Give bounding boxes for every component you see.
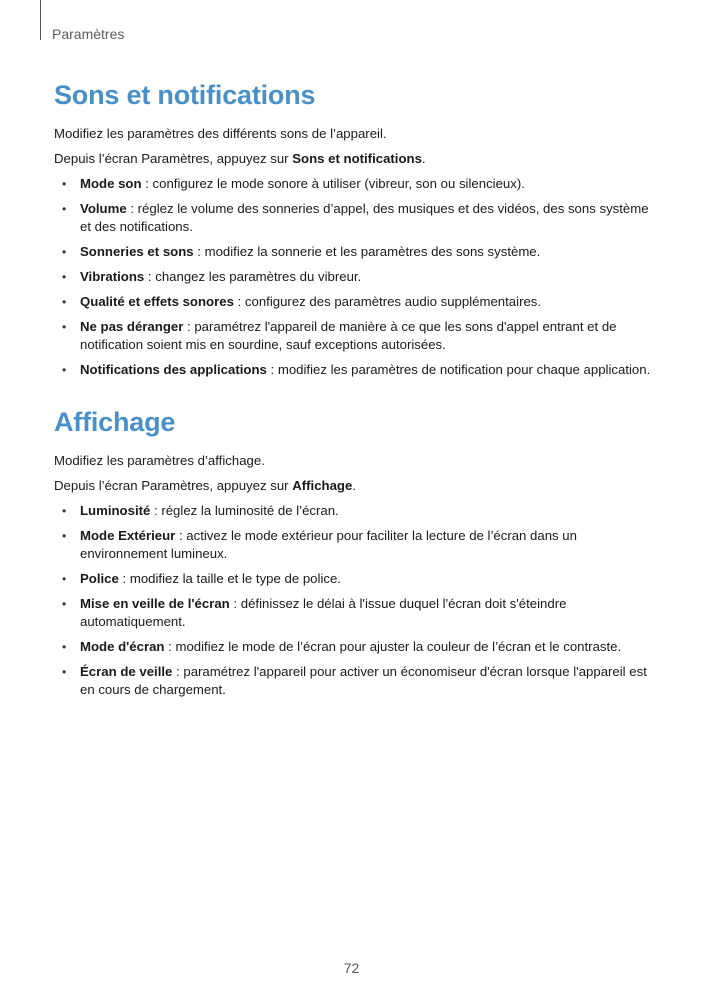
list-item: • Notifications des applications : modifiez les paramètres de notification pour chaque application. — [62, 362, 651, 377]
bullet-icon: • — [62, 640, 67, 654]
section-title: Sons et notifications — [54, 80, 316, 110]
bullet-icon: • — [62, 504, 67, 518]
section-sons-notifications — [54, 80, 654, 379]
list-item: • Mode son : configurez le mode sonore à utiliser (vibreur, son ou silencieux). — [62, 176, 525, 191]
list-item: • Mise en veille de l'écran : définissez le délai à l'issue duquel l'écran doit s'éteindre automatiquement. — [62, 596, 567, 629]
section-intro: Modifiez les paramètres des différents sons de l’appareil. — [54, 126, 387, 141]
header-title: Paramètres — [52, 26, 125, 42]
list-item: • Ne pas déranger : paramétrez l'appareil de manière à ce que les sons d'appel entrant et de notification soient mis en sourdine, sauf exceptions autorisées. — [62, 319, 617, 352]
section-path: Depuis l’écran Paramètres, appuyez sur Affichage. — [54, 478, 356, 493]
section-path: Depuis l’écran Paramètres, appuyez sur Sons et notifications. — [54, 151, 426, 166]
list-item: • Qualité et effets sonores : configurez des paramètres audio supplémentaires. — [62, 294, 542, 309]
page-content — [54, 80, 654, 706]
list-item: • Vibrations : changez les paramètres du vibreur. — [62, 269, 362, 284]
list-item: • Sonneries et sons : modifiez la sonnerie et les paramètres des sons système. — [62, 244, 541, 259]
bullet-icon: • — [62, 295, 67, 309]
bullet-icon: • — [62, 177, 67, 191]
bullet-icon: • — [62, 245, 67, 259]
bullet-icon: • — [62, 363, 67, 377]
bullet-icon: • — [62, 572, 67, 586]
bullet-icon: • — [62, 202, 67, 216]
list-item: • Police : modifiez la taille et le type de police. — [62, 571, 341, 586]
section-affichage — [54, 407, 654, 699]
bullet-icon: • — [62, 665, 67, 679]
list-item: • Volume : réglez le volume des sonneries d’appel, des musiques et des vidéos, des sons système et des notifications. — [62, 201, 649, 234]
bullet-icon: • — [62, 597, 67, 611]
settings-list — [54, 175, 654, 379]
bullet-icon: • — [62, 320, 67, 334]
settings-list — [54, 502, 654, 699]
list-item: • Écran de veille : paramétrez l'appareil pour activer un économiseur d'écran lorsque l'appareil est en cours de chargement. — [62, 664, 647, 697]
list-item: • Luminosité : réglez la luminosité de l’écran. — [62, 503, 339, 518]
bullet-icon: • — [62, 529, 67, 543]
list-item: • Mode Extérieur : activez le mode extérieur pour faciliter la lecture de l’écran dans un environnement lumineux. — [62, 528, 577, 561]
bullet-icon: • — [62, 270, 67, 284]
header-rule — [40, 0, 41, 40]
section-title: Affichage — [54, 407, 176, 437]
list-item: • Mode d'écran : modifiez le mode de l’écran pour ajuster la couleur de l’écran et le contraste. — [62, 639, 622, 654]
page-number: 72 — [343, 960, 360, 976]
section-intro: Modifiez les paramètres d’affichage. — [54, 453, 265, 468]
